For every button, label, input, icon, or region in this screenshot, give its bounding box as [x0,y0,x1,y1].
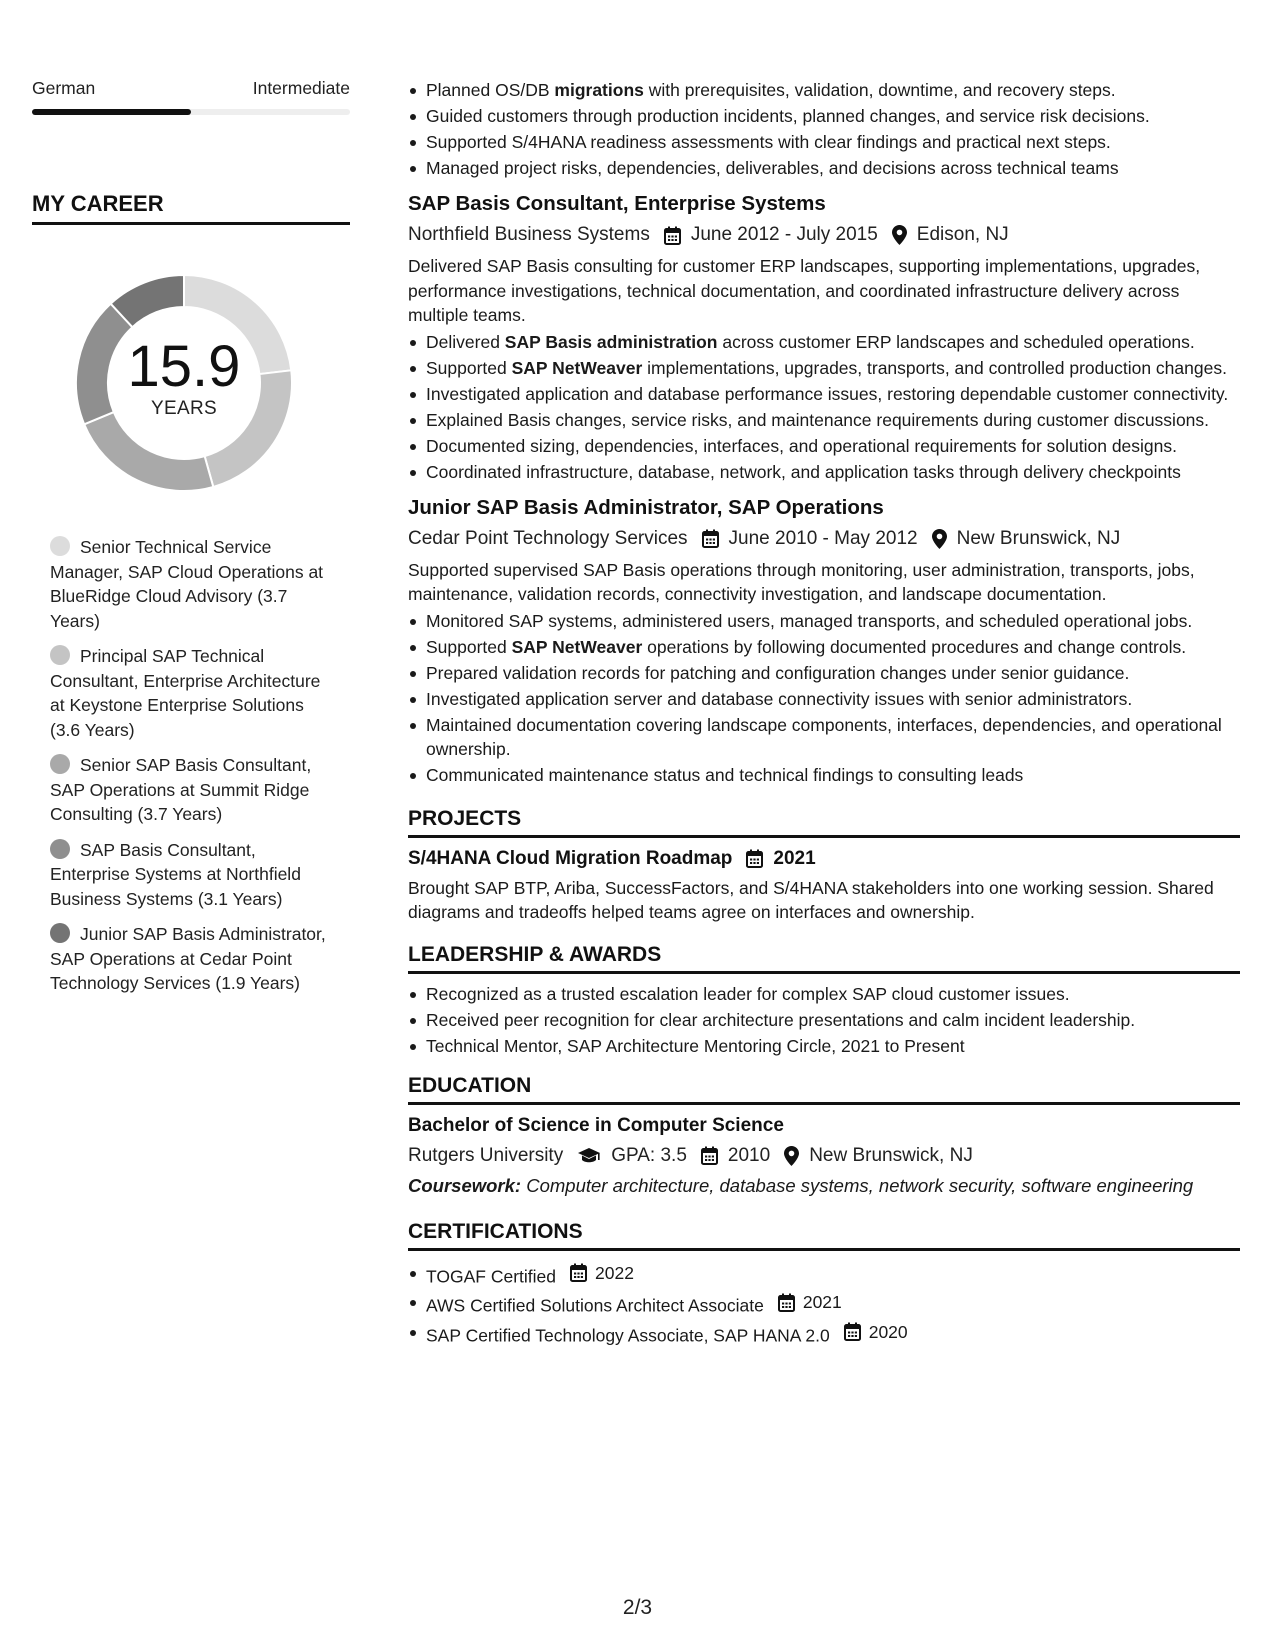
bullet-keyword: SAP Basis administration [504,331,718,352]
bullet-text: Supported [426,636,512,657]
certifications-heading: CERTIFICATIONS [408,1220,1240,1251]
bullet-text: Supported [426,357,512,378]
leadership-text: Technical Mentor, SAP Architecture Mentoring Circle, 2021 to Present [426,1035,965,1056]
language-name: German [32,78,96,98]
project-title: S/4HANA Cloud Migration Roadmap [408,847,733,869]
main-content [408,78,1240,1349]
coursework-label: Coursework: [408,1174,522,1196]
experience-list [408,192,1240,787]
leadership-text: Received peer recognition for clear architecture presentations and calm incident leadership. [426,1009,1136,1030]
certification-name: AWS Certified Solutions Architect Associate [426,1295,764,1316]
leadership-item [408,1008,1240,1032]
education-coursework [408,1173,1240,1198]
career-legend-item [50,838,332,912]
legend-label: Principal SAP Technical Consultant, Enterprise Architecture at Keystone Enterprise Solutions (3.6 Years) [50,646,321,740]
donut-center [66,265,302,501]
bullet-item [408,661,1240,685]
project-description: Brought SAP BTP, Ariba, SuccessFactors, and S/4HANA stakeholders into one working session. Shared diagrams and tradeoffs helped teams agree on interfaces and ownership. [408,877,1214,922]
leadership-item [408,982,1240,1006]
legend-label: Junior SAP Basis Administrator, SAP Operations at Cedar Point Technology Services (1.9 Years) [50,924,326,993]
legend-label: Senior SAP Basis Consultant, SAP Operations at Summit Ridge Consulting (3.7 Years) [50,755,312,824]
projects-list [408,848,1240,925]
leadership-text: Recognized as a trusted escalation leader for complex SAP cloud customer issues. [426,983,1070,1004]
map-pin-icon [892,225,907,245]
bullet-keyword: SAP NetWeaver [511,636,643,657]
leadership-item [408,1034,1240,1058]
bullet-item [408,434,1240,458]
job-bullets [408,330,1240,484]
bullet-text: Delivered [426,331,505,352]
legend-dot [50,754,70,774]
certification-item [408,1290,1240,1318]
career-legend-item [50,644,332,742]
bullet-text: Maintained documentation covering landscape components, interfaces, dependencies, and operational ownership. [426,714,1222,759]
certification-name: SAP Certified Technology Associate, SAP HANA 2.0 [426,1325,830,1345]
calendar-icon [701,1146,718,1165]
legend-label: Senior Technical Service Manager, SAP Cloud Operations at BlueRidge Cloud Advisory (3.7 Years) [50,537,324,631]
calendar-icon [570,1263,591,1282]
legend-dot [50,839,70,859]
education-meta [408,1145,1240,1167]
previous-job-bullets [408,78,1240,180]
bullet-item [408,382,1240,406]
career-legend-item [50,535,332,633]
bullet-item [408,130,1240,154]
job-entry [408,192,1240,484]
bullet-item [408,408,1240,432]
leadership-list [408,982,1240,1058]
bullet-keyword: SAP NetWeaver [511,357,643,378]
job-meta [408,224,1240,246]
job-company: Cedar Point Technology Services [408,527,688,549]
bullet-text-rest: operations by following documented procedures and change controls. [642,636,1187,657]
certification-name: TOGAF Certified [426,1266,556,1286]
legend-dot [50,645,70,665]
job-title: Junior SAP Basis Administrator, SAP Operations [408,495,884,519]
bullet-item [408,713,1240,761]
bullet-text: Supported S/4HANA readiness assessments with clear findings and practical next steps. [426,132,1111,152]
language-proficiency-fill [32,109,191,115]
bullet-item [408,156,1240,180]
career-total-years: 15.9 [127,334,241,399]
bullet-item [408,78,1240,102]
calendar-icon [702,529,719,548]
education-school: Rutgers University [408,1144,564,1166]
career-total-unit: YEARS [151,398,217,419]
bullet-text: Guided customers through production incidents, planned changes, and service risk decisions. [426,106,1150,126]
map-pin-icon [932,529,947,549]
bullet-item [408,687,1240,711]
certification-year: 2020 [868,1321,908,1342]
project-title-row [408,848,1240,870]
education-gpa: GPA: 3.5 [611,1144,687,1166]
job-dates: June 2010 - May 2012 [728,527,918,549]
job-dates: June 2012 - July 2015 [690,224,878,245]
project-year: 2021 [773,847,816,869]
bullet-text: Monitored SAP systems, administered users, managed transports, and scheduled operational jobs. [426,610,1193,631]
legend-label: SAP Basis Consultant, Enterprise Systems at Northfield Business Systems (3.1 Years) [50,839,301,909]
map-pin-icon [784,1146,799,1166]
page-number: 2/3 [622,1596,653,1619]
bullet-text: Documented sizing, dependencies, interfaces, and operational requirements for solution designs. [426,435,1178,456]
career-legend-item [50,922,332,996]
certification-item [408,1320,1240,1348]
bullet-text: Managed project risks, dependencies, deliverables, and decisions across technical teams [426,158,1119,178]
bullet-text: Explained Basis changes, service risks, and maintenance requirements during customer discussions. [426,409,1210,430]
education-year: 2010 [727,1144,771,1166]
job-location: Edison, NJ [916,224,1009,245]
language-level: Intermediate [252,78,350,98]
certification-year: 2022 [595,1262,634,1283]
job-company: Northfield Business Systems [408,224,650,245]
bullet-text-rest: implementations, upgrades, transports, and controlled production changes. [642,357,1227,378]
graduation-cap-icon [577,1147,601,1165]
bullet-text-rest: across customer ERP landscapes and scheduled operations. [717,331,1195,352]
certification-date [778,1290,842,1314]
calendar-icon [778,1293,799,1312]
education-degree: Bachelor of Science in Computer Science [408,1114,784,1136]
calendar-icon [746,849,763,868]
bullet-item [408,356,1240,380]
bullet-item [408,609,1240,633]
education-location: New Brunswick, NJ [809,1144,973,1166]
calendar-icon [664,226,681,245]
job-meta [408,528,1240,550]
bullet-item [408,104,1240,128]
bullet-keyword: migrations [554,80,644,100]
certification-date [844,1320,908,1344]
education-heading: EDUCATION [408,1074,1240,1105]
bullet-item [408,635,1240,659]
job-location: New Brunswick, NJ [956,527,1121,549]
language-row [32,78,350,99]
bullet-text: Coordinated infrastructure, database, network, and application tasks through delivery checkpoints [426,461,1181,482]
job-summary: Supported supervised SAP Basis operations through monitoring, user administration, transports, jobs, maintenance, validation records, connectivity investigation, and landscape documentation. [408,559,1195,604]
career-legend [32,535,332,996]
job-bullets [408,609,1240,787]
education-entry [408,1115,1240,1198]
job-summary: Delivered SAP Basis consulting for customer ERP landscapes, supporting implementations, upgrades, performance investigations, technical documentation, and coordinated infrastructure delivery across multiple teams. [408,256,1201,325]
certification-item [408,1261,1240,1289]
bullet-item [408,460,1240,484]
leadership-heading: LEADERSHIP & AWARDS [408,943,1240,974]
career-legend-item [50,753,332,827]
legend-dot [50,923,70,943]
coursework-text: Computer architecture, database systems, network security, software engineering [526,1174,1194,1196]
projects-heading: PROJECTS [408,807,1240,838]
legend-dot [50,536,70,556]
certification-year: 2021 [802,1292,842,1312]
sidebar [32,78,350,1007]
calendar-icon [844,1322,865,1341]
bullet-item [408,763,1240,787]
career-donut-chart [66,265,302,501]
bullet-text: Communicated maintenance status and technical findings to consulting leads [426,764,1024,785]
language-proficiency-bar [32,109,350,115]
bullet-text: Prepared validation records for patching and configuration changes under senior guidance. [426,662,1130,683]
bullet-text: Investigated application and database performance issues, restoring dependable customer connectivity. [426,383,1229,404]
certifications-list [408,1261,1240,1348]
bullet-item [408,330,1240,354]
job-entry [408,496,1240,787]
bullet-text: Planned OS/DB [426,80,555,100]
bullet-text-rest: with prerequisites, validation, downtime, and recovery steps. [643,80,1116,100]
job-title: SAP Basis Consultant, Enterprise Systems [408,192,826,215]
project-entry [408,848,1240,925]
career-heading: MY CAREER [32,191,350,225]
bullet-text: Investigated application server and database connectivity issues with senior administrators. [426,688,1133,709]
certification-date [570,1261,634,1285]
